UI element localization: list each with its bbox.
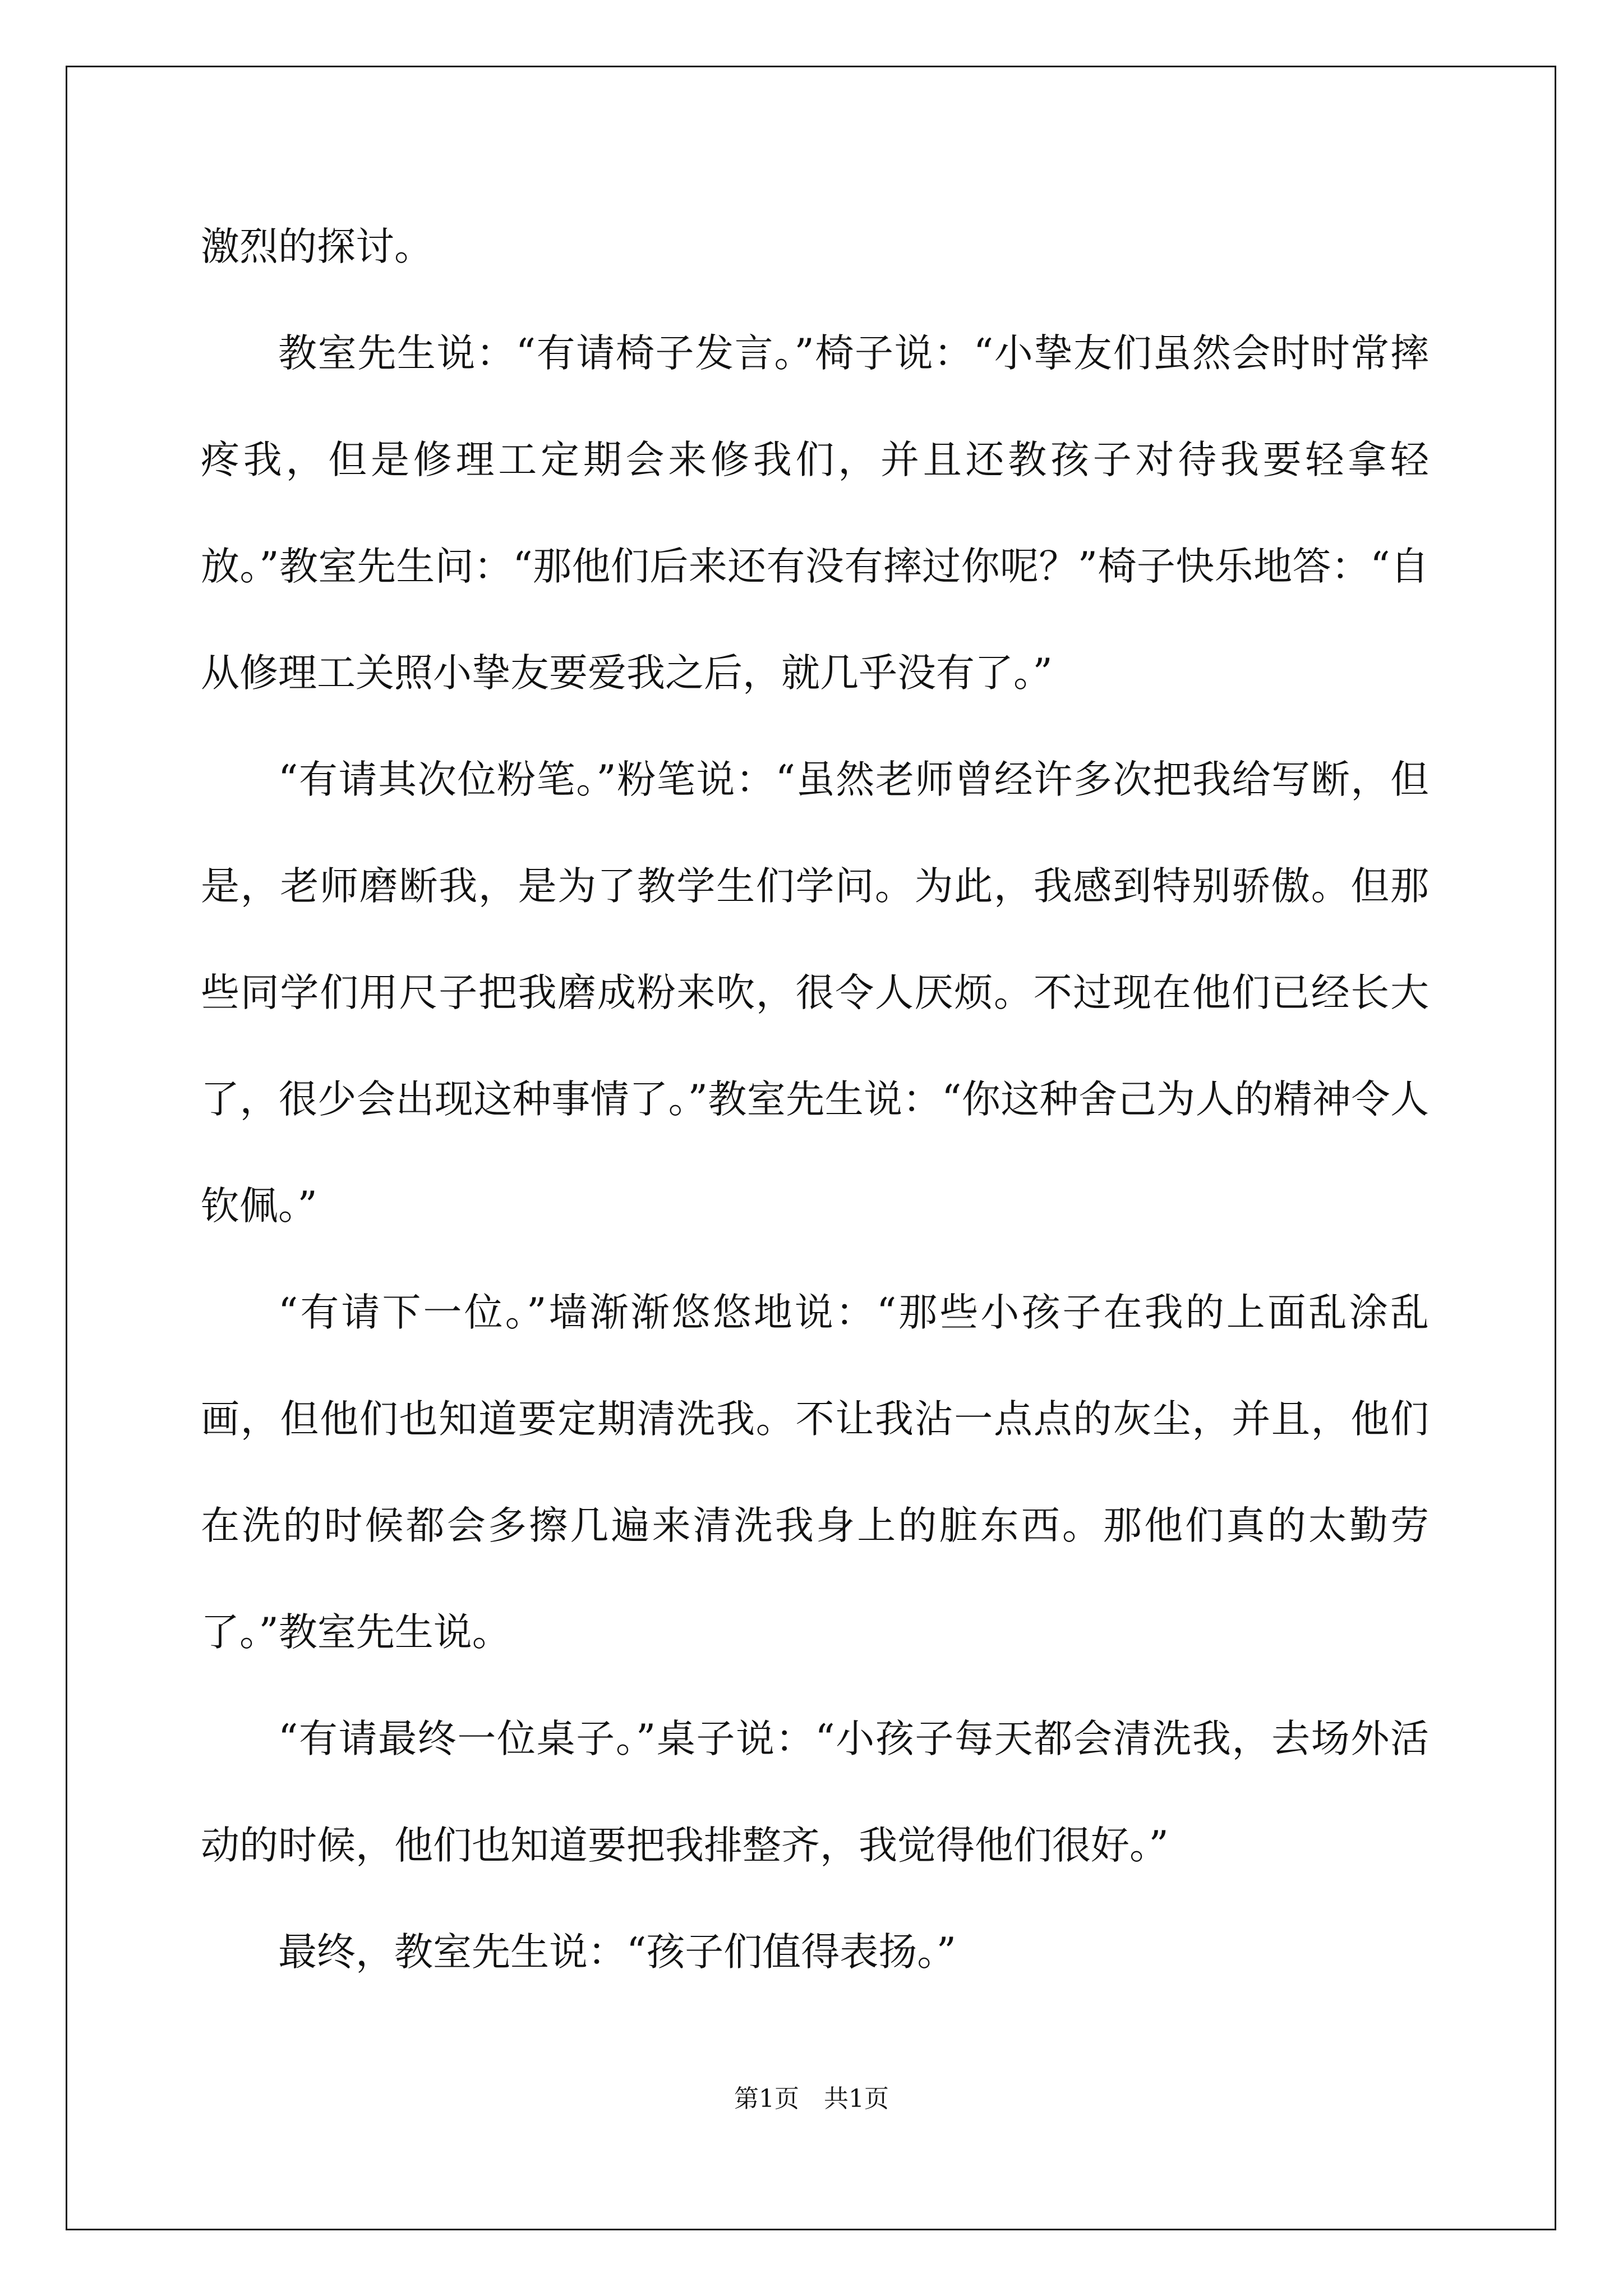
page-footer: 第1页 共1页 xyxy=(734,2085,889,2113)
paragraph-1: 激烈的探讨。 xyxy=(201,224,433,269)
paragraph-4: “有请下一位。”墙渐渐悠悠地说：“那些小孩子在我的上面乱涂乱画，但他们也知道要定期清洗我。不让我沾一点点的灰尘，并且，他们在洗的时候都会多擦几遍来清洗我身上的脏东西。那他们真的太勤劳了。”教室先生说。 xyxy=(201,1290,1429,1655)
paragraph-3: “有请其次位粉笔。”粉笔说：“虽然老师曾经许多次把我给写断，但是，老师磨断我，是为了教学生们学问。为此，我感到特别骄傲。但那些同学们用尺子把我磨成粉来吹，很令人厌烦。不过现在他们已经长大了，很少会出现这种事情了。”教室先生说：“你这种舍己为人的精神令人钦佩。” xyxy=(201,757,1429,1228)
paragraph-5: “有请最终一位桌子。”桌子说：“小孩子每天都会清洗我，去场外活动的时候，他们也知道要把我排整齐，我觉得他们很好。” xyxy=(201,1717,1429,1868)
paragraph-2: 教室先生说：“有请椅子发言。”椅子说：“小挚友们虽然会时时常摔疼我，但是修理工定期会来修我们，并且还教孩子对待我要轻拿轻放。”教室先生问：“那他们后来还有没有摔过你呢？”椅子快乐地答：“自从修理工关照小挚友要爱我之后，就几乎没有了。” xyxy=(201,331,1429,696)
paragraph-6: 最终，教室先生说：“孩子们值得表扬。” xyxy=(278,1930,957,1975)
document-body xyxy=(201,194,1429,2005)
